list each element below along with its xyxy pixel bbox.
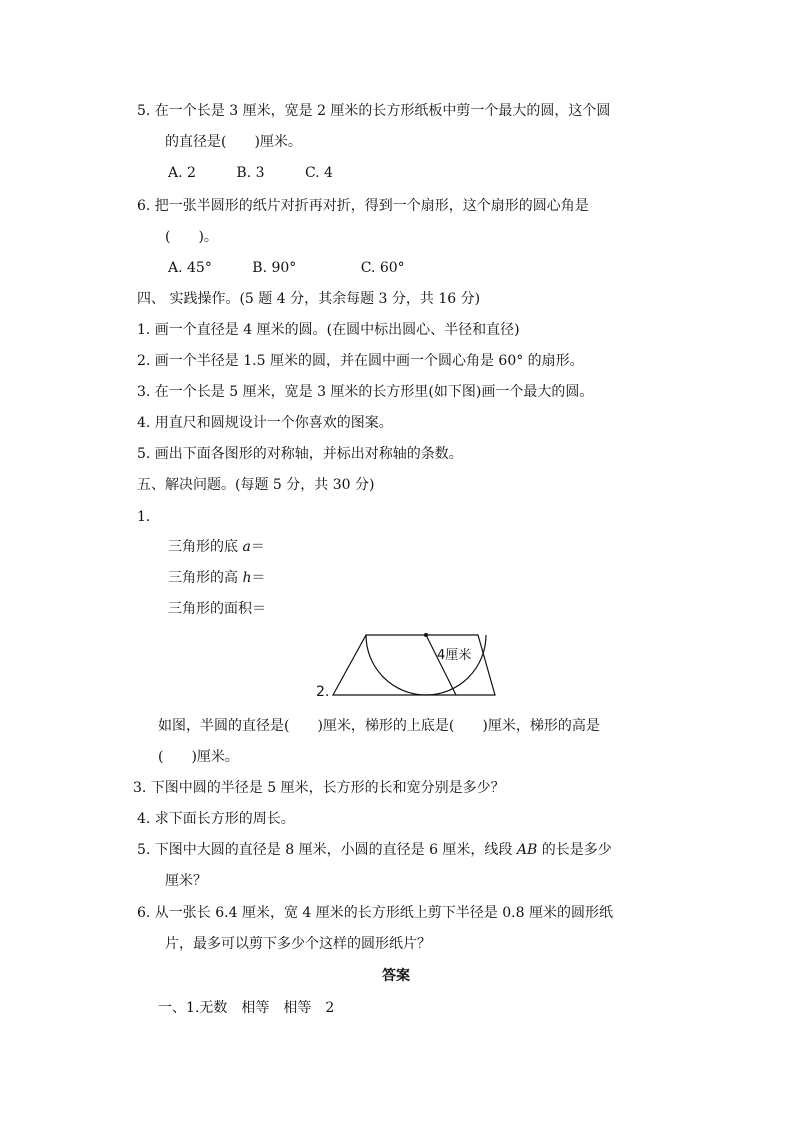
section-5-item-2-cont: ( )厘米。 bbox=[158, 749, 239, 765]
section-5-title: 五、解决问题。(每题 5 分，共 30 分) bbox=[137, 477, 375, 493]
option-a: A. 2 bbox=[168, 165, 196, 181]
figure-length-label: 4厘米 bbox=[437, 648, 472, 663]
var-a: a bbox=[242, 539, 251, 555]
section-4-item-1: 1. 画一个直径是 4 厘米的圆。(在圆中标出圆心、半径和直径) bbox=[137, 322, 520, 338]
section-4-item-5: 5. 画出下面各图形的对称轴，并标出对称轴的条数。 bbox=[137, 446, 463, 462]
question-5-options bbox=[168, 163, 333, 183]
question-6: 6. 把一张半圆形的纸片对折再对折，得到一个扇形，这个扇形的圆心角是 bbox=[137, 198, 589, 214]
triangle-area-line: 三角形的面积＝ bbox=[168, 601, 266, 617]
question-5: 5. 在一个长是 3 厘米，宽是 2 厘米的长方形纸板中剪一个最大的圆，这个圆 bbox=[137, 103, 611, 119]
section-5-item-5: 5. 下图中大圆的直径是 8 厘米，小圆的直径是 6 厘米，线段 AB 的长是多少 bbox=[137, 842, 612, 858]
section-4-item-3: 3. 在一个长是 5 厘米，宽是 3 厘米的长方形里(如下图)画一个最大的圆。 bbox=[137, 384, 594, 400]
section-4-item-4: 4. 用直尺和圆规设计一个你喜欢的图案。 bbox=[137, 415, 393, 431]
section-4-item-2: 2. 画一个半径是 1.5 厘米的圆，并在圆中画一个圆心角是 60° 的扇形。 bbox=[137, 353, 584, 369]
section-5-item-2-text: 如图，半圆的直径是( )厘米，梯形的上底是( )厘米，梯形的高是 bbox=[158, 718, 600, 734]
section-4-title: 四、 实践操作。(5 题 4 分，其余每题 3 分，共 16 分) bbox=[137, 291, 481, 307]
section-5-item-3: 3. 下图中圆的半径是 5 厘米，长方形的长和宽分别是多少？ bbox=[133, 780, 505, 796]
triangle-height-line: 三角形的高 h＝ bbox=[168, 570, 266, 586]
section-5-item-1: 1. bbox=[137, 509, 151, 525]
option-b: B. 3 bbox=[236, 165, 265, 181]
trapezoid-shape bbox=[333, 635, 495, 695]
section-5-item-6-cont: 片，最多可以剪下多少个这样的圆形纸片？ bbox=[165, 936, 431, 952]
section-5-item-2: 2. bbox=[316, 684, 330, 700]
section-5-item-6: 6. 从一张长 6.4 厘米，宽 4 厘米的长方形纸上剪下半径是 0.8 厘米的圆形纸 bbox=[137, 905, 613, 921]
var-ab: AB bbox=[516, 842, 538, 858]
option-c: C. 4 bbox=[304, 165, 333, 181]
section-5-item-4: 4. 求下面长方形的周长。 bbox=[137, 811, 295, 827]
trapezoid-semicircle-figure bbox=[330, 632, 500, 698]
answer-title: 答案 bbox=[382, 968, 410, 984]
option-a: A. 45° bbox=[168, 260, 212, 276]
question-5-cont: 的直径是( )厘米。 bbox=[165, 134, 302, 150]
center-dot bbox=[424, 633, 428, 637]
section-5-item-5-cont: 厘米？ bbox=[165, 873, 207, 889]
option-b: B. 90° bbox=[252, 260, 297, 276]
var-h: h bbox=[242, 570, 252, 586]
radius-segment bbox=[426, 635, 456, 695]
triangle-base-line: 三角形的底 a＝ bbox=[168, 539, 265, 555]
answer-line-1: 一、1.无数 相等 相等 2 bbox=[158, 1000, 335, 1016]
semicircle-arc bbox=[366, 635, 486, 695]
question-6-cont: ( )。 bbox=[165, 229, 218, 245]
option-c: C. 60° bbox=[360, 260, 405, 276]
question-6-options bbox=[168, 258, 405, 278]
